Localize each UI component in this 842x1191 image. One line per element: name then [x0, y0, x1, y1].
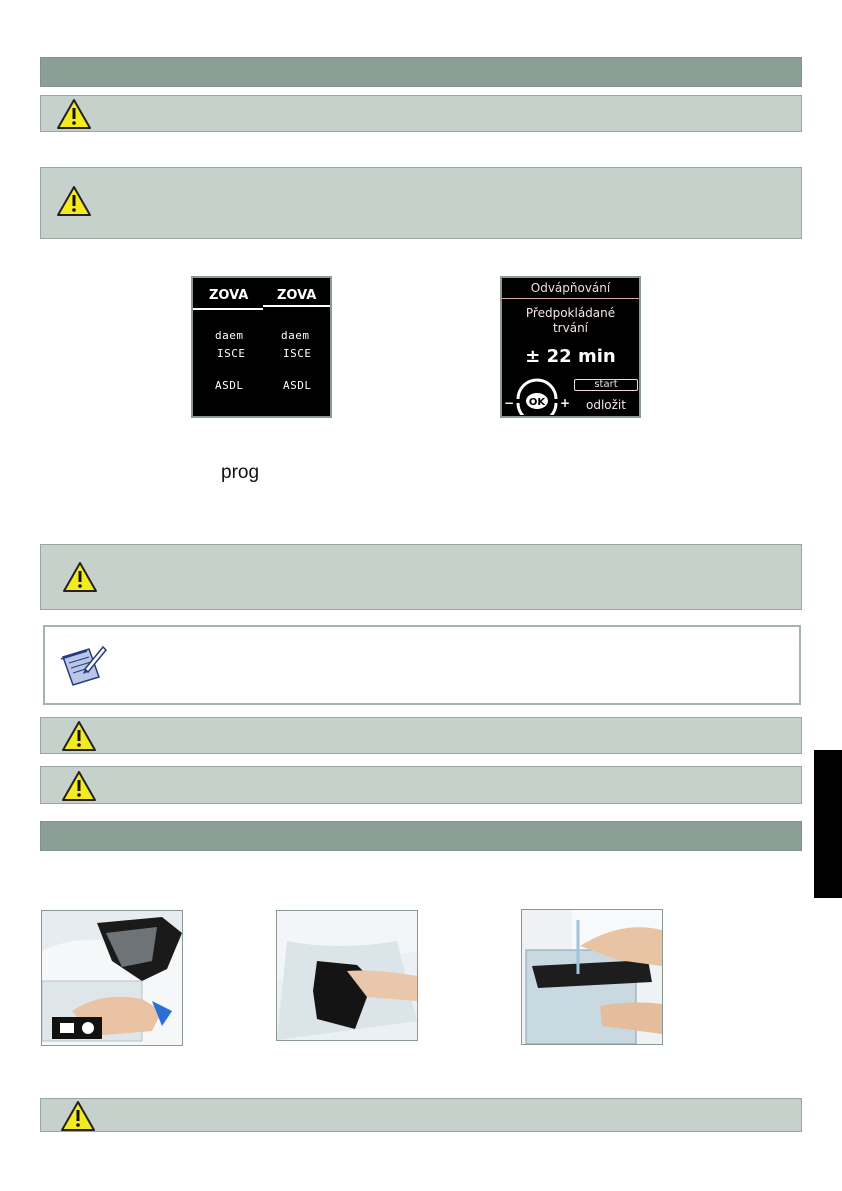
- section-header-bar-1: [40, 57, 802, 87]
- warning-triangle-icon: [61, 720, 97, 752]
- photo-filter-cartridge: [276, 910, 418, 1041]
- lcd-left-col2-line1: daem: [281, 329, 310, 342]
- warning-box-6: [40, 1098, 802, 1132]
- warning-triangle-icon: [56, 185, 92, 217]
- lcd-left-col1-line1: daem: [215, 329, 244, 342]
- lcd-screen-left: [191, 276, 332, 418]
- warning-triangle-icon: [62, 561, 98, 593]
- photo-rinse-tank: [521, 909, 663, 1045]
- warning-box-2: [40, 167, 802, 239]
- lcd-left-col2-line2: ISCE: [283, 347, 312, 360]
- lcd-line-2: trvání: [552, 321, 589, 335]
- lcd-left-col2-head: ZOVA: [277, 288, 317, 303]
- section-header-bar-2: [40, 821, 802, 851]
- lcd-left-underline-1: [193, 308, 263, 310]
- lcd-line-1: Předpokládané: [525, 306, 616, 320]
- warning-box-3: [40, 544, 802, 610]
- minus-label: −: [504, 396, 515, 410]
- lcd-left-col1-line3: ASDL: [215, 379, 244, 392]
- side-chapter-tab: [814, 750, 842, 898]
- lcd-title: Odvápňování: [502, 278, 639, 299]
- lcd-duration: ± 22 min: [525, 346, 616, 367]
- warning-box-1: [40, 95, 802, 132]
- plus-label: +: [559, 396, 570, 410]
- lcd-start-label: start: [594, 379, 618, 390]
- lcd-left-col1-head: ZOVA: [209, 288, 249, 303]
- lcd-postpone-label: odložit: [586, 398, 626, 412]
- lcd-screen-right: [500, 276, 641, 418]
- ok-dial-icon: [504, 377, 570, 415]
- warning-box-5: [40, 766, 802, 804]
- note-pen-icon: [59, 643, 107, 687]
- note-box: [43, 625, 801, 705]
- lcd-left-underline-2: [263, 305, 330, 307]
- photo-water-tank-lid: [41, 910, 183, 1046]
- warning-triangle-icon: [56, 98, 92, 130]
- lcd-left-col1-line2: ISCE: [217, 347, 246, 360]
- warning-box-4: [40, 717, 802, 754]
- warning-triangle-icon: [61, 770, 97, 802]
- prog-label: prog: [221, 462, 260, 483]
- warning-triangle-icon: [60, 1100, 96, 1132]
- lcd-left-col2-line3: ASDL: [283, 379, 312, 392]
- ok-label: OK: [528, 397, 546, 408]
